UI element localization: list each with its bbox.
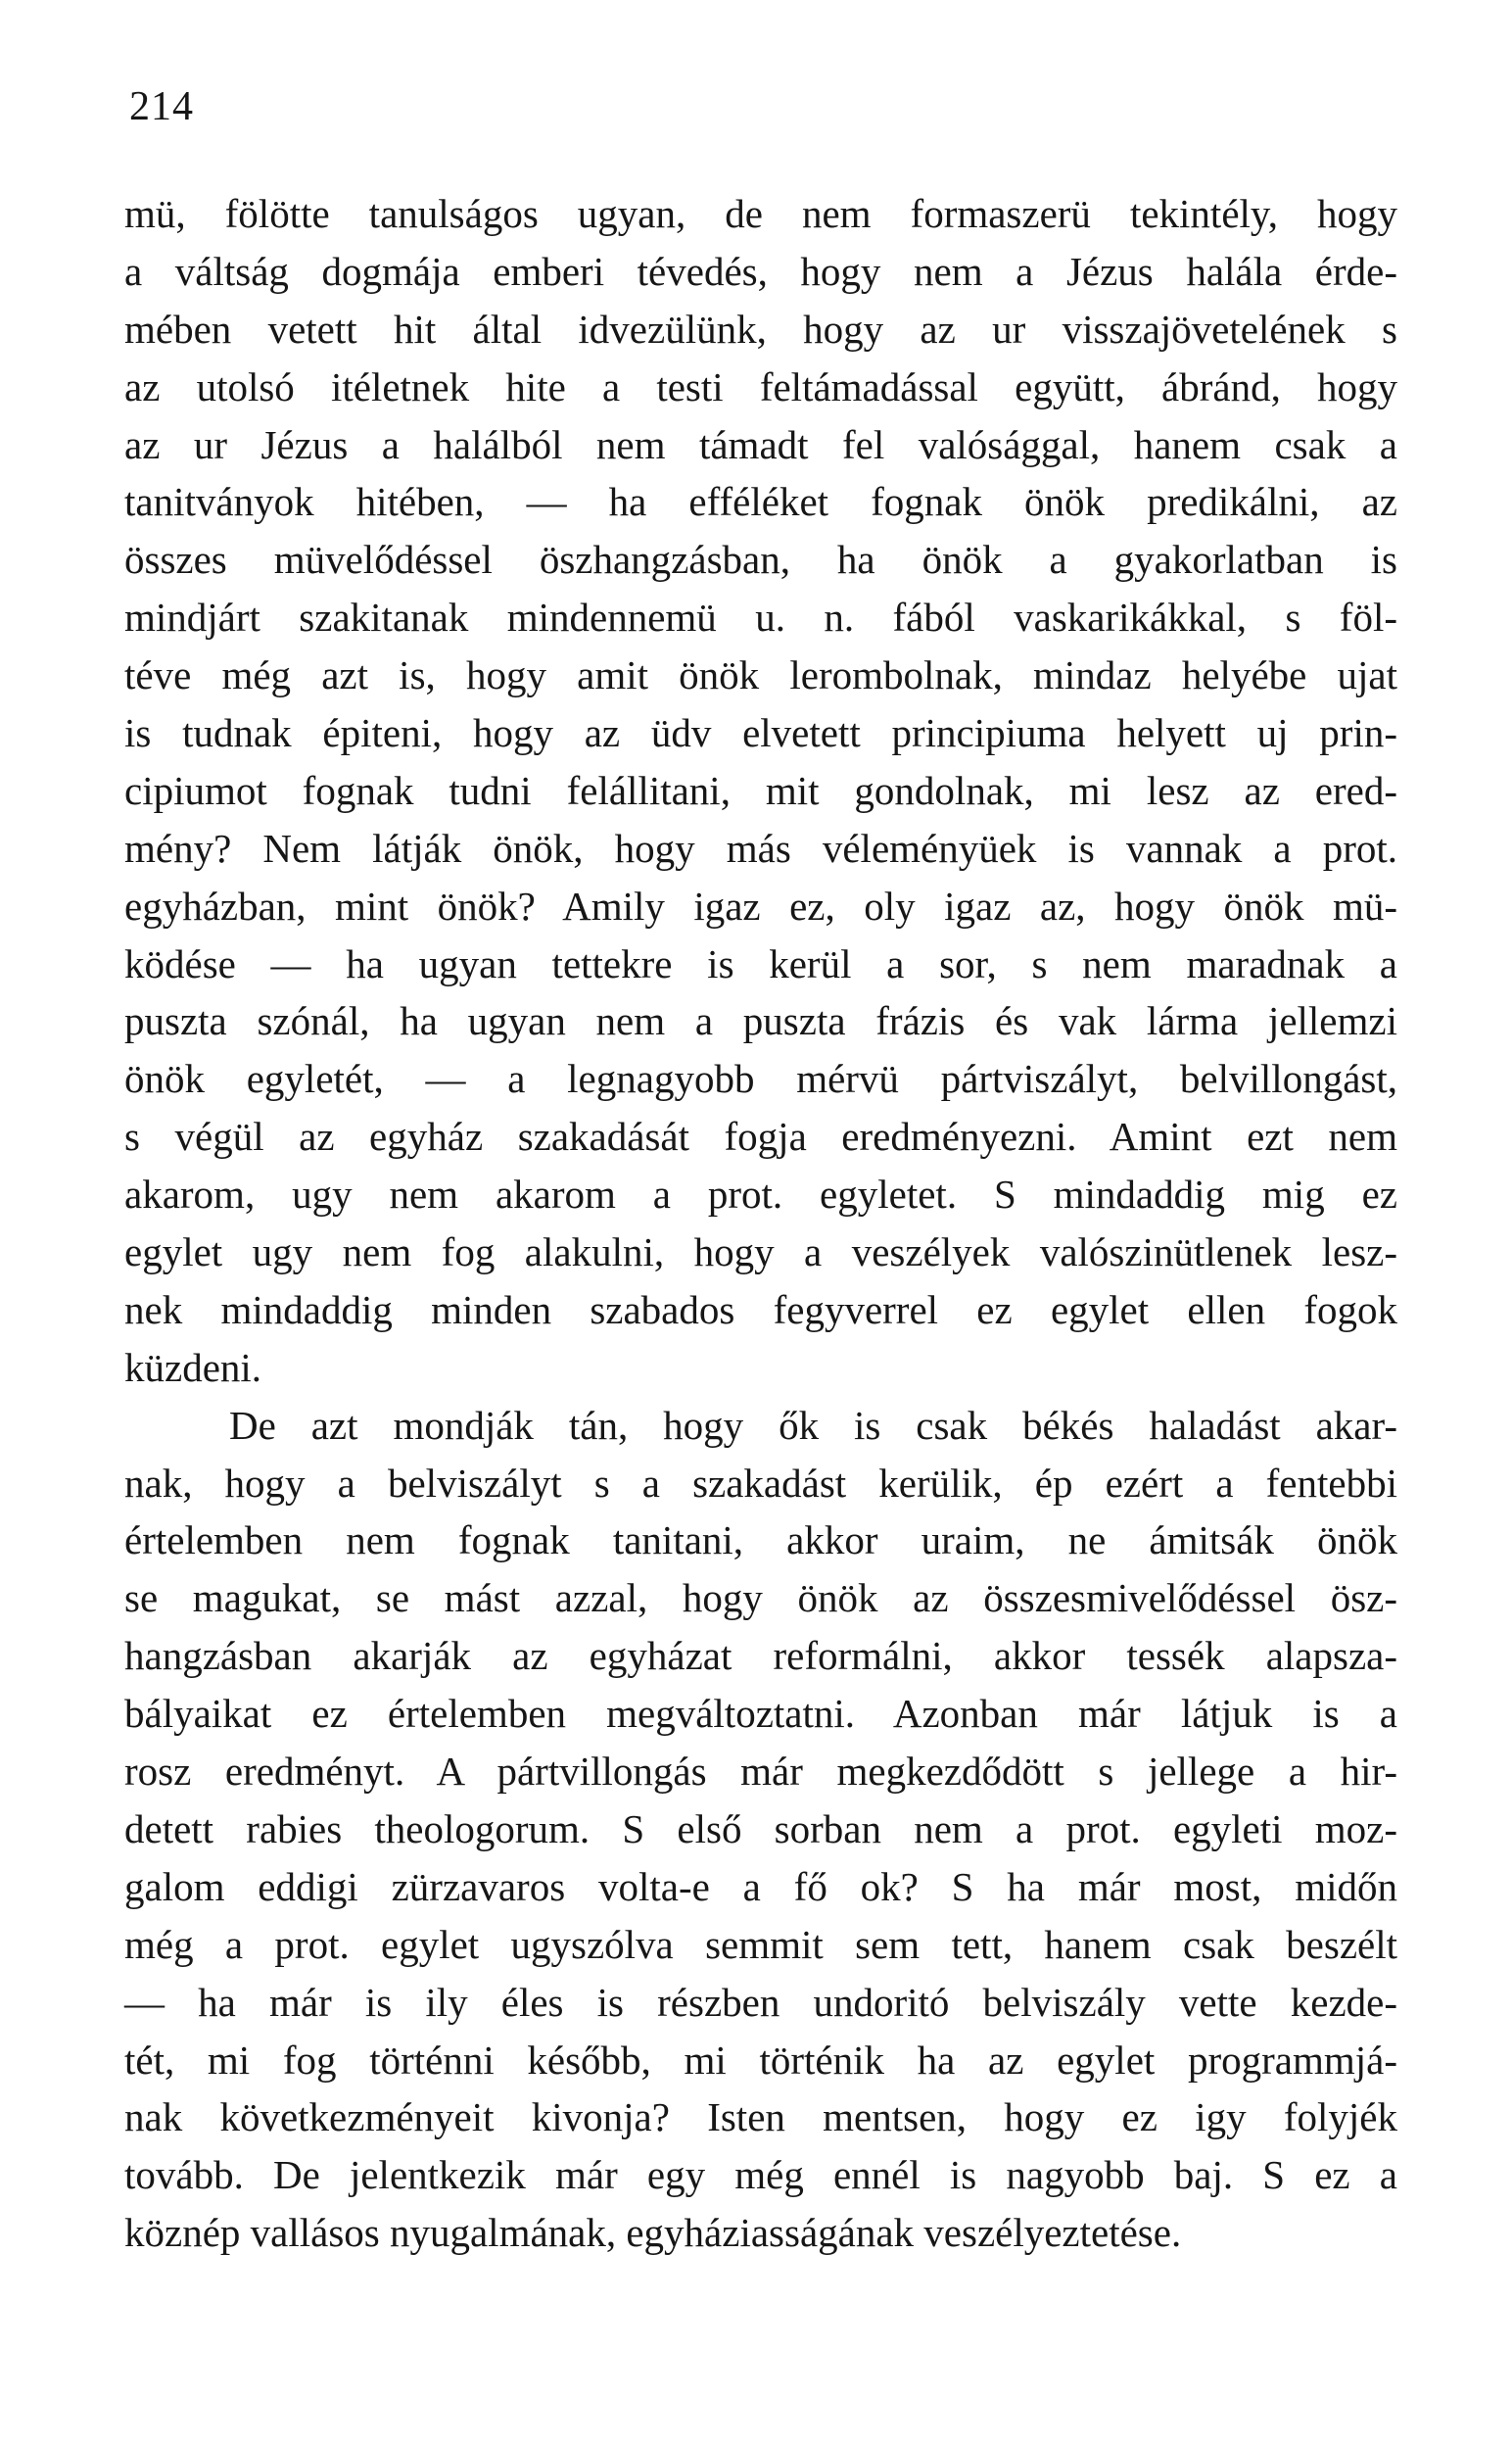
text-line: tanitványok hitében, — ha efféléket fognak önök predikálni, az bbox=[124, 479, 1397, 525]
text-line: tovább. De jelentkezik már egy még ennél is nagyobb baj. S ez a bbox=[124, 2152, 1397, 2198]
text-line: nek mindaddig minden szabados fegyverrel ez egylet ellen fogok bbox=[124, 1286, 1397, 1332]
text-line: nak következményeit kivonja? Isten mentsen, hogy ez igy folyjék bbox=[124, 2094, 1397, 2140]
text-line: az utolsó itéletnek hite a testi feltámadással együtt, ábránd, hogy bbox=[124, 363, 1397, 409]
body-text bbox=[124, 185, 1397, 2262]
text-line: önök egyletét, — a legnagyobb mérvü pártviszályt, belvillongást, bbox=[124, 1056, 1397, 1102]
paragraph-2 bbox=[124, 1397, 1397, 2262]
text-line: az ur Jézus a halálból nem támadt fel valósággal, hanem csak a bbox=[124, 421, 1397, 467]
text-line: s végül az egyház szakadását fogja eredményezni. Amint ezt nem bbox=[124, 1114, 1397, 1160]
text-line: puszta szónál, ha ugyan nem a puszta frázis és vak lárma jellemzi bbox=[124, 998, 1397, 1044]
text-line: összes müvelődéssel öszhangzásban, ha önök a gyakorlatban is bbox=[124, 537, 1397, 583]
text-line: detett rabies theologorum. S első sorban nem a prot. egyleti moz- bbox=[124, 1805, 1397, 1851]
text-line: egylet ugy nem fog alakulni, hogy a veszélyek valószinütlenek lesz- bbox=[124, 1229, 1397, 1275]
text-line: cipiumot fognak tudni felállitani, mit gondolnak, mi lesz az ered- bbox=[124, 767, 1397, 813]
text-line: galom eddigi zürzavaros volta-e a fő ok? S ha már most, midőn bbox=[124, 1863, 1397, 1909]
text-line: egyházban, mint önök? Amily igaz ez, oly igaz az, hogy önök mü- bbox=[124, 883, 1397, 929]
text-line: nak, hogy a belviszályt s a szakadást kerülik, ép ezért a fentebbi bbox=[124, 1460, 1397, 1506]
text-line: — ha már is ily éles is részben undoritó belviszály vette kezde- bbox=[124, 1979, 1397, 2025]
text-line: téve még azt is, hogy amit önök lerombolnak, mindaz helyébe ujat bbox=[124, 652, 1397, 698]
text-line: rosz eredményt. A pártvillongás már megkezdődött s jellege a hir- bbox=[124, 1749, 1397, 1795]
text-line: mü, fölötte tanulságos ugyan, de nem formaszerü tekintély, hogy bbox=[124, 191, 1397, 236]
text-line: mében vetett hit által idvezülünk, hogy az ur visszajövetelének s bbox=[124, 306, 1397, 352]
text-line: még a prot. egylet ugyszólva semmit sem tett, hanem csak beszélt bbox=[124, 1921, 1397, 1967]
paragraph-1 bbox=[124, 185, 1397, 1397]
text-line: mény? Nem látják önök, hogy más véleményüek is vannak a prot. bbox=[124, 825, 1397, 871]
text-line: köznép vallásos nyugalmának, egyháziasságának veszélyeztetése. bbox=[124, 2210, 1182, 2256]
text-line: hangzásban akarják az egyházat reformálni, akkor tessék alapsza- bbox=[124, 1633, 1397, 1679]
text-line: se magukat, se mást azzal, hogy önök az összesmivelődéssel ösz- bbox=[124, 1575, 1397, 1621]
page-number: 214 bbox=[129, 84, 194, 129]
text-line: küzdeni. bbox=[124, 1344, 262, 1390]
text-line: De azt mondják tán, hogy ők is csak békés haladást akar- bbox=[229, 1402, 1397, 1448]
text-line: ködése — ha ugyan tettekre is kerül a sor, s nem maradnak a bbox=[124, 940, 1397, 986]
text-line: mindjárt szakitanak mindennemü u. n. fából vaskarikákkal, s föl- bbox=[124, 595, 1397, 641]
text-line: a váltság dogmája emberi tévedés, hogy nem a Jézus halála érde- bbox=[124, 248, 1397, 294]
text-line: értelemben nem fognak tanitani, akkor uraim, ne ámitsák önök bbox=[124, 1517, 1397, 1563]
text-line: bályaikat ez értelemben megváltoztatni. Azonban már látjuk is a bbox=[124, 1691, 1397, 1737]
text-line: is tudnak épiteni, hogy az üdv elvetett principiuma helyett uj prin- bbox=[124, 710, 1397, 756]
text-line: akarom, ugy nem akarom a prot. egyletet. S mindaddig mig ez bbox=[124, 1172, 1397, 1218]
text-line: tét, mi fog történni később, mi történik ha az egylet programmjá- bbox=[124, 2037, 1397, 2083]
